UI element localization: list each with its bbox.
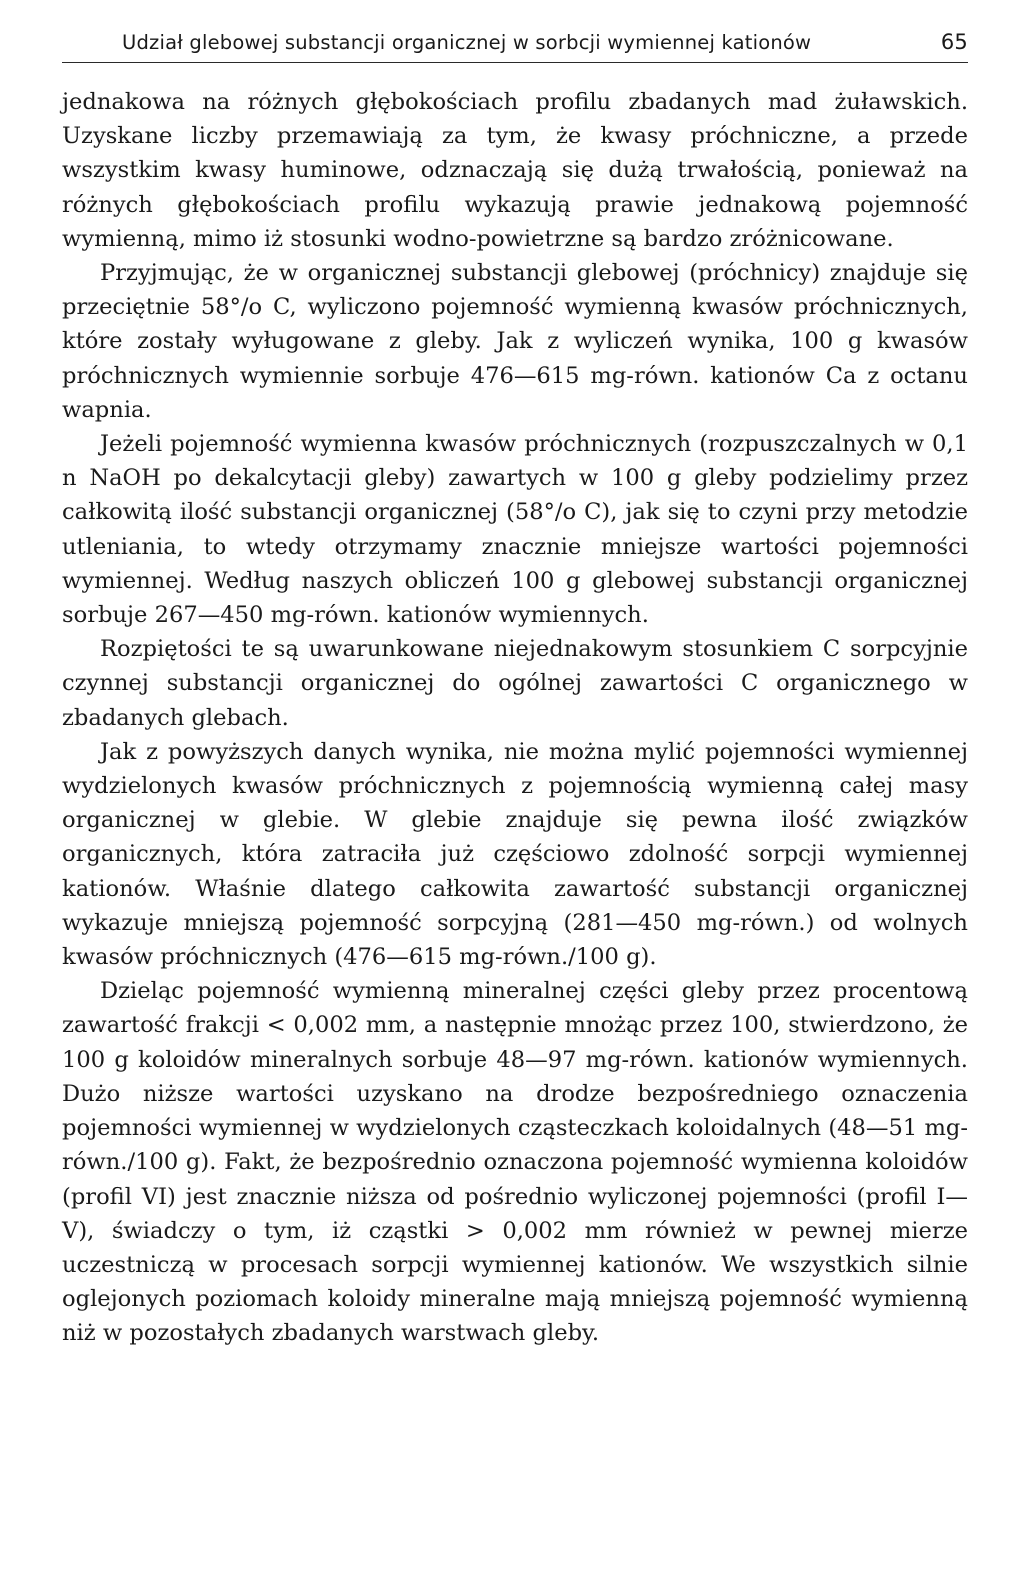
document-page [62, 30, 968, 1351]
paragraph-6: Dzieląc pojemność wymienną mineralnej części gleby przez procentową zawartość frakcji < 0,002 mm, a następnie mnożąc przez 100, stwierdzono, że 100 g koloidów mineralnych sorbuje 48—97 mg-równ. kationów wymiennych. Dużo niższe wartości uzyskano na drodze bezpośredniego oznaczenia pojemności wymiennej w wydzielonych cząsteczkach koloidalnych (48—51 mg-równ./100 g). Fakt, że bezpośrednio oznaczona pojemność wymienna koloidów (profil VI) jest znacznie niższa od pośrednio wyliczonej pojemności (profil I—V), świadczy o tym, iż cząstki > 0,002 mm również w pewnej mierze uczestniczą w procesach sorpcji wymiennej kationów. We wszystkich silnie oglejonych poziomach koloidy mineralne mają mniejszą pojemność wymienną niż w pozostałych zbadanych warstwach gleby. [62, 978, 968, 1347]
running-header [62, 30, 968, 63]
paragraph-5: Jak z powyższych danych wynika, nie można mylić pojemności wymiennej wydzielonych kwasów próchnicznych z pojemnością wymienną całej masy organicznej w glebie. W glebie znajduje się pewna ilość związków organicznych, która zatraciła już częściowo zdolność sorpcji wymiennej kationów. Właśnie dlatego całkowita zawartość substancji organicznej wykazuje mniejszą pojemność sorpcyjną (281—450 mg-równ.) od wolnych kwasów próchnicznych (476—615 mg-równ./100 g). [62, 738, 968, 971]
running-title: Udział glebowej substancji organicznej w sorbcji wymiennej kationów [122, 31, 812, 54]
paragraph-2: Przyjmując, że w organicznej substancji glebowej (próchnicy) znajduje się przeciętnie 58°/o C, wyliczono pojemność wymienną kwasów próchnicznych, które zostały wyługowane z gleby. Jak z wyliczeń wynika, 100 g kwasów próchnicznych wymiennie sorbuje 476—615 mg-równ. kationów Ca z octanu wapnia. [62, 260, 968, 423]
paragraph-3: Jeżeli pojemność wymienna kwasów próchnicznych (rozpuszczalnych w 0,1 n NaOH po dekalcytacji gleby) zawartych w 100 g gleby podzielimy przez całkowitą ilość substancji organicznej (58°/o C), jak się to czyni przy metodzie utleniania, to wtedy otrzymamy znacznie mniejsze wartości pojemności wymiennej. Według naszych obliczeń 100 g glebowej substancji organicznej sorbuje 267—450 mg-równ. kationów wymiennych. [62, 431, 968, 629]
page-number: 65 [940, 30, 968, 54]
paragraph-1: jednakowa na różnych głębokościach profilu zbadanych mad żuławskich. Uzyskane liczby przemawiają za tym, że kwasy próchniczne, a przede wszystkim kwasy huminowe, odznaczają się dużą trwałością, ponieważ na różnych głębokościach profilu wykazują prawie jednakową pojemność wymienną, mimo iż stosunki wodno-powietrzne są bardzo zróżnicowane. [62, 89, 968, 252]
paragraph-4: Rozpiętości te są uwarunkowane niejednakowym stosunkiem C sorpcyjnie czynnej substancji organicznej do ogólnej zawartości C organicznego w zbadanych glebach. [62, 636, 968, 731]
body-text [62, 85, 968, 1351]
